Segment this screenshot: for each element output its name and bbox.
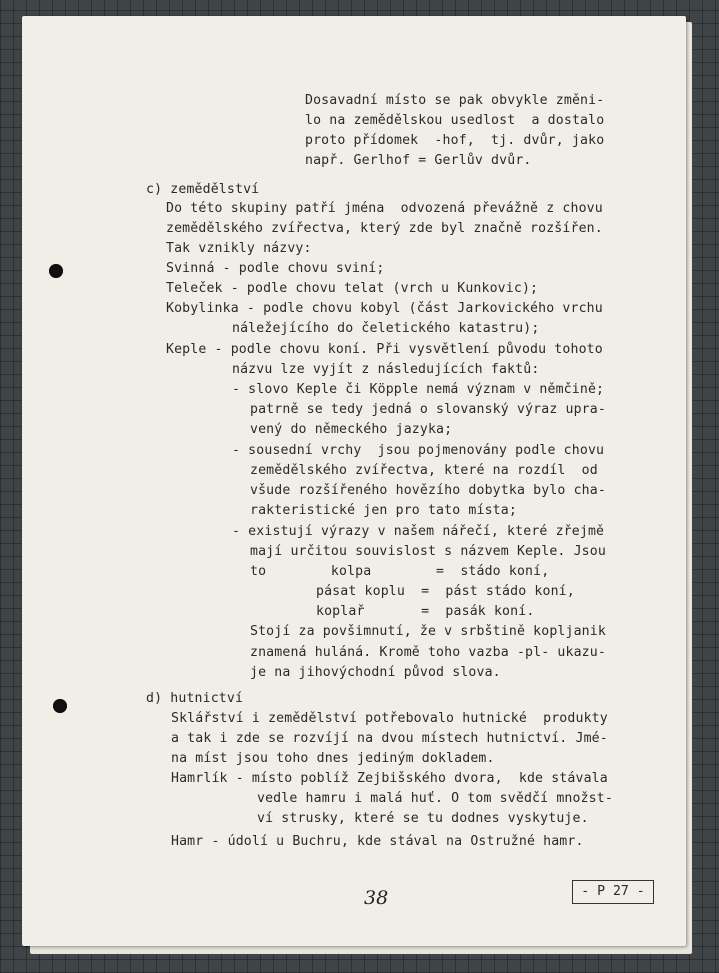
- text-line: zemědělského zvířectva, které na rozdíl od: [250, 463, 598, 478]
- page-code-box: - P 27 -: [572, 880, 654, 904]
- text-line: vedle hamru i malá huť. O tom svědčí množst-: [257, 791, 613, 806]
- text-line: to kolpa = stádo koní,: [250, 564, 550, 579]
- text-line: Tak vznikly názvy:: [166, 241, 312, 256]
- text-line: mají určitou souvislost s názvem Keple. Jsou: [250, 544, 606, 559]
- text-line: Dosavadní místo se pak obvykle změni-: [305, 93, 605, 108]
- text-line: vený do německého jazyka;: [250, 422, 453, 437]
- text-line: je na jihovýchodní původ slova.: [250, 665, 501, 680]
- text-line: ví strusky, které se tu dodnes vyskytuje.: [257, 811, 589, 826]
- text-line: - existují výrazy v našem nářečí, které zřejmě: [232, 524, 605, 539]
- text-line: Stojí za povšimnutí, že v srbštině kopljanik: [250, 624, 606, 639]
- text-line: a tak i zde se rozvíjí na dvou místech hutnictví. Jmé-: [171, 731, 608, 746]
- text-line: náležejícího do čeletického katastru);: [232, 321, 540, 336]
- text-line: lo na zemědělskou usedlost a dostalo: [305, 113, 605, 128]
- text-line: koplař = pasák koní.: [316, 604, 535, 619]
- punch-hole-lower: [53, 699, 67, 713]
- text-line: Hamr - údolí u Buchru, kde stával na Ostružné hamr.: [171, 834, 584, 849]
- section-heading-c: c) zemědělství: [146, 182, 260, 197]
- text-line: rakteristické jen pro tato místa;: [250, 503, 517, 518]
- text-line: Keple - podle chovu koní. Při vysvětlení původu tohoto: [166, 342, 603, 357]
- punch-hole-upper: [49, 264, 63, 278]
- text-line: znamená huláná. Kromě toho vazba -pl- ukazu-: [250, 645, 606, 660]
- text-line: na míst jsou toho dnes jediným dokladem.: [171, 751, 495, 766]
- text-line: všude rozšířeného hovězího dobytka bylo cha-: [250, 483, 606, 498]
- text-line: Svinná - podle chovu sviní;: [166, 261, 385, 276]
- text-line: Do této skupiny patří jména odvozená převážně z chovu: [166, 201, 603, 216]
- section-heading-d: d) hutnictví: [146, 691, 244, 706]
- text-line: pásat koplu = pást stádo koní,: [316, 584, 575, 599]
- text-line: Teleček - podle chovu telat (vrch u Kunkovic);: [166, 281, 539, 296]
- text-line: Hamrlík - místo poblíž Zejbišského dvora, kde stávala: [171, 771, 608, 786]
- text-line: patrně se tedy jedná o slovanský výraz upra-: [250, 402, 606, 417]
- text-line: Sklářství i zemědělství potřebovalo hutnické produkty: [171, 711, 608, 726]
- text-line: např. Gerlhof = Gerlův dvůr.: [305, 153, 532, 168]
- page-number: 38: [364, 887, 389, 909]
- text-line: proto přídomek -hof, tj. dvůr, jako: [305, 133, 605, 148]
- text-line: Kobylinka - podle chovu kobyl (část Jarkovického vrchu: [166, 301, 603, 316]
- text-line: - slovo Keple či Köpple nemá význam v němčině;: [232, 382, 605, 397]
- text-line: názvu lze vyjít z následujících faktů:: [232, 362, 540, 377]
- text-line: - sousední vrchy jsou pojmenovány podle chovu: [232, 443, 605, 458]
- text-line: zemědělského zvířectva, který zde byl značně rozšířen.: [166, 221, 603, 236]
